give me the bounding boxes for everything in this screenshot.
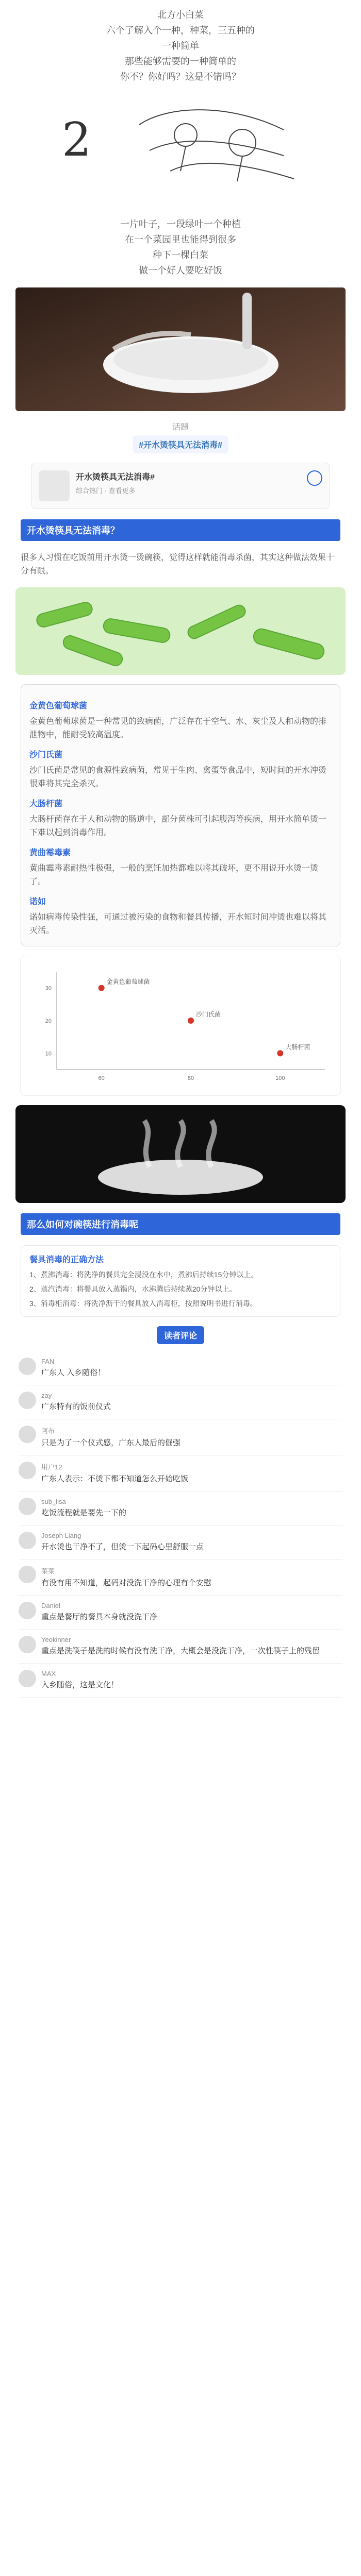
data-label: 金黄色葡萄球菌 bbox=[106, 978, 150, 986]
comment-author: 阿布 bbox=[41, 1427, 55, 1435]
avatar[interactable] bbox=[19, 1670, 36, 1687]
comment-text: 入乡随俗，这是文化！ bbox=[41, 1681, 119, 1689]
avatar[interactable] bbox=[19, 1566, 36, 1583]
intro-line: 你不？你好吗？这是不错吗？ bbox=[120, 72, 241, 82]
subhead: 金黄色葡萄球菌 bbox=[29, 702, 88, 710]
steam-bowl-icon bbox=[15, 1105, 346, 1203]
avatar[interactable] bbox=[19, 1358, 36, 1375]
y-tick-label: 10 bbox=[45, 1050, 52, 1057]
comment bbox=[19, 1560, 342, 1596]
comment bbox=[19, 1351, 342, 1385]
data-point bbox=[188, 1018, 194, 1024]
subhead: 诺如 bbox=[29, 897, 46, 906]
topic-card[interactable] bbox=[31, 463, 330, 509]
comment-text: 有没有用不知道，起码对没洗干净的心理有个安慰 bbox=[41, 1579, 212, 1587]
hashtag-area bbox=[0, 420, 361, 453]
x-tick-label: 80 bbox=[187, 1075, 194, 1081]
paragraph: 黄曲霉毒素耐热性极强，一般的烹饪加热都难以将其破坏，更不用说开水烫一烫了。 bbox=[29, 864, 319, 886]
pathogen-info bbox=[21, 684, 340, 946]
subhead: 大肠杆菌 bbox=[29, 800, 63, 808]
svg-text:2: 2 bbox=[62, 113, 92, 167]
intro-line: 六个了解入个一种，种菜，三五种的 bbox=[106, 25, 255, 36]
cartoon-illustration-icon bbox=[15, 94, 346, 207]
poem bbox=[0, 216, 361, 278]
x-tick-label: 100 bbox=[275, 1075, 285, 1081]
poem-line: 一片叶子，一段绿叶一个种植 bbox=[120, 219, 241, 229]
comment-author: Yeokinner bbox=[41, 1636, 71, 1643]
comment bbox=[19, 1385, 342, 1419]
method-item: 2、蒸汽消毒：将餐具放入蒸锅内，水沸腾后持续蒸20分钟以上。 bbox=[29, 1285, 237, 1293]
comment-text: 重点是洗筷子是洗的时候有没有洗干净，大概会是没洗干净，一次性筷子上的残留 bbox=[41, 1647, 320, 1655]
poem-line: 在一个菜园里也能得到很多 bbox=[125, 234, 236, 245]
steam-photo bbox=[15, 1105, 346, 1203]
bowl-image-icon bbox=[15, 287, 346, 411]
comment bbox=[19, 1664, 342, 1698]
paragraph: 金黄色葡萄球菌是一种常见的致病菌，广泛存在于空气、水、灰尘及人和动物的排泄物中，能耐受较高温度。 bbox=[29, 717, 327, 739]
comment-text: 广东人 入乡随俗！ bbox=[41, 1368, 106, 1377]
comment-author: MAX bbox=[41, 1670, 56, 1677]
paragraph: 大肠杆菌存在于人和动物的肠道中，部分菌株可引起腹泻等疾病，用开水简单烫一下难以起到消毒作用。 bbox=[29, 815, 327, 837]
paragraph: 沙门氏菌是常见的食源性致病菌，常见于生肉、禽蛋等食品中，短时间的开水冲烫很难将其完全杀灭。 bbox=[29, 766, 327, 788]
comment-text: 吃饭流程就是要先一下的 bbox=[41, 1509, 127, 1517]
avatar[interactable] bbox=[19, 1532, 36, 1549]
poem-line: 种下一棵白菜 bbox=[153, 250, 208, 260]
comment-author: 菜菜 bbox=[41, 1567, 55, 1575]
comment-author: zay bbox=[41, 1392, 52, 1399]
card-arrow-icon[interactable] bbox=[307, 470, 322, 486]
intro-line: 北方小白菜 bbox=[157, 10, 204, 20]
card-title: 开水烫筷具无法消毒# bbox=[76, 473, 155, 482]
data-point bbox=[99, 985, 105, 991]
card-thumbnail-icon bbox=[39, 470, 70, 501]
hashtag-label[interactable]: #开水烫筷具无法消毒# bbox=[133, 435, 228, 453]
comments-list bbox=[19, 1351, 342, 1698]
card-meta: 综合热门 · 查看更多 bbox=[76, 487, 136, 495]
bacteria-icon bbox=[15, 587, 346, 675]
intro bbox=[0, 0, 361, 84]
comment-author: FAN bbox=[41, 1358, 55, 1365]
comment bbox=[19, 1492, 342, 1526]
temperature-chart bbox=[20, 956, 341, 1096]
comment bbox=[19, 1526, 342, 1560]
comment bbox=[19, 1630, 342, 1664]
poem-line: 做一个好人要吃好饭 bbox=[139, 265, 222, 276]
comment-author: Daniel bbox=[41, 1602, 60, 1609]
illustration bbox=[15, 94, 346, 207]
method-item: 1、煮沸消毒：将洗净的餐具完全浸没在水中，煮沸后持续15分钟以上。 bbox=[29, 1270, 258, 1279]
comment bbox=[19, 1596, 342, 1630]
comment-author: sub_lisa bbox=[41, 1498, 66, 1505]
avatar[interactable] bbox=[19, 1462, 36, 1479]
intro-line: 那些能够需要的一种简单的 bbox=[125, 56, 236, 66]
intro-line: 一种简单 bbox=[162, 41, 199, 51]
comment bbox=[19, 1455, 342, 1492]
comment bbox=[19, 1419, 342, 1455]
avatar[interactable] bbox=[19, 1426, 36, 1443]
section1-header: 开水烫筷具无法消毒？ bbox=[21, 519, 340, 541]
disinfection-methods bbox=[21, 1245, 340, 1317]
hashtag[interactable] bbox=[0, 435, 361, 453]
label-above-hashtag: 话题 bbox=[172, 423, 189, 432]
subhead: 沙门氏菌 bbox=[29, 751, 63, 759]
comment-text: 广东人表示：不烫下都不知道怎么开始吃饭 bbox=[41, 1475, 189, 1483]
avatar[interactable] bbox=[19, 1498, 36, 1515]
data-label: 沙门氏菌 bbox=[196, 1011, 221, 1018]
avatar[interactable] bbox=[19, 1392, 36, 1409]
comment-author: 用户12 bbox=[41, 1463, 62, 1471]
comments-header: 读者评论 bbox=[157, 1326, 204, 1344]
x-tick-label: 60 bbox=[98, 1075, 105, 1081]
comment-text: 广东特有的饭前仪式 bbox=[41, 1402, 111, 1411]
bowl-photo bbox=[15, 287, 346, 411]
comment-text: 只是为了一个仪式感，广东人最后的倔强 bbox=[41, 1438, 181, 1447]
comment-text: 开水烫也干净不了，但烫一下起码心里舒服一点 bbox=[41, 1543, 204, 1551]
bacteria-image bbox=[15, 587, 346, 675]
data-point bbox=[277, 1050, 283, 1056]
methods-title: 餐具消毒的正确方法 bbox=[29, 1256, 104, 1264]
comment-text: 重点是餐厅的餐具本身就没洗干净 bbox=[41, 1613, 158, 1621]
y-tick-label: 20 bbox=[45, 1018, 52, 1024]
y-tick-label: 30 bbox=[45, 985, 52, 992]
data-label: 大肠杆菌 bbox=[285, 1043, 310, 1051]
comment-author: Joseph Liang bbox=[41, 1532, 81, 1539]
avatar[interactable] bbox=[19, 1602, 36, 1619]
section2-header: 那么如何对碗筷进行消毒呢 bbox=[21, 1213, 340, 1235]
comments-header-area bbox=[0, 1326, 361, 1344]
paragraph: 诺如病毒传染性强，可通过被污染的食物和餐具传播，开水短时间冲烫也难以将其灭活。 bbox=[29, 913, 327, 935]
chart-svg bbox=[21, 956, 340, 1095]
avatar[interactable] bbox=[19, 1636, 36, 1653]
section1-intro: 很多人习惯在吃饭前用开水烫一烫碗筷，觉得这样就能消毒杀菌，其实这种做法效果十分有限。 bbox=[21, 553, 335, 575]
method-item: 3、消毒柜消毒：将洗净沥干的餐具放入消毒柜，按照说明书进行消毒。 bbox=[29, 1299, 257, 1308]
subhead: 黄曲霉毒素 bbox=[29, 849, 71, 857]
